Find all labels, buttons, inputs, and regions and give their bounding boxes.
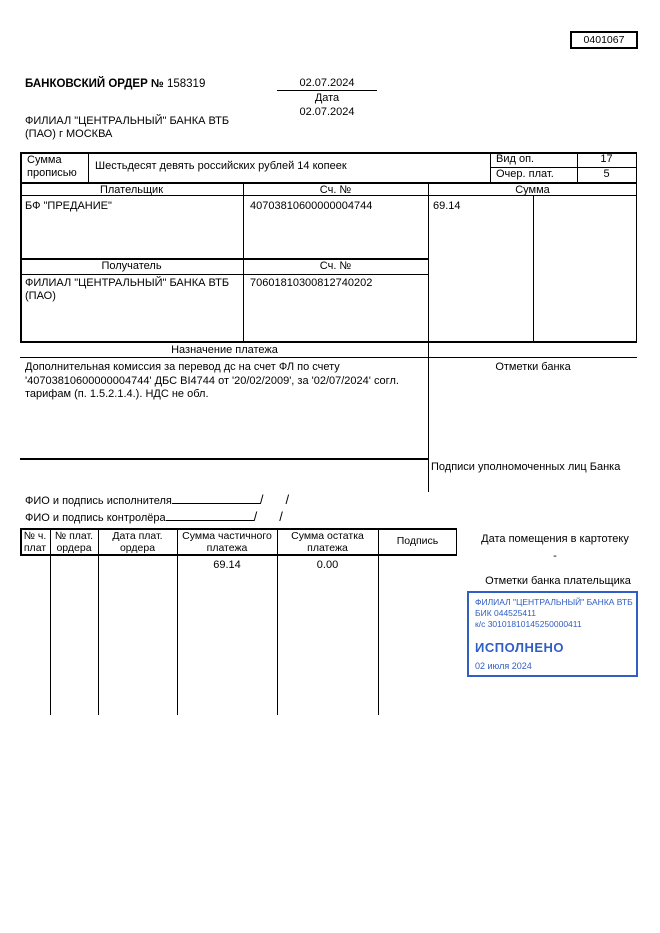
amount-words-value: Шестьдесят девять российских рублей 14 копеек [95,160,347,172]
purpose-text [25,361,425,402]
document-title-label: БАНКОВСКИЙ ОРДЕР № [25,78,164,90]
purpose-header: Назначение платежа [171,343,278,356]
controller-signature-row [25,508,283,524]
date-value: 02.07.2024 [299,106,355,118]
date-block [277,77,377,118]
executor-signature-label: ФИО и подпись исполнителя [25,495,172,507]
col-header-line: платежа [307,541,348,554]
receiver-name-line2: (ПАО) [25,290,56,302]
slash-mark: / [285,492,290,507]
border-line [20,152,637,154]
border-line [20,554,457,556]
branch-name-line2: (ПАО) г МОСКВА [25,128,113,140]
slash-mark: / [259,492,264,507]
col-header-rest-sum [277,531,378,554]
document-title [25,78,205,90]
document-number: 158319 [166,78,206,90]
payment-sum: 69.14 [433,200,461,212]
card-file-label: Дата помещения в картотеку [481,533,629,545]
border-line [98,528,99,715]
col-header-order-number [50,531,98,554]
receiver-name [25,277,229,303]
priority-label: Очер. плат. [496,168,554,180]
payer-name: БФ "ПРЕДАНИЕ" [25,200,112,212]
border-line [378,528,379,715]
rest-sum-value: 0.00 [316,559,339,571]
receiver-name-line1: ФИЛИАЛ "ЦЕНТРАЛЬНЫЙ" БАНКА ВТБ [25,277,230,289]
col-header-line: ордера [56,541,92,554]
branch-name-line1: ФИЛИАЛ "ЦЕНТРАЛЬНЫЙ" БАНКА ВТБ [25,115,230,127]
border-line [636,152,638,342]
controller-signature-line [166,508,254,521]
controller-signature-label: ФИО и подпись контролёра [25,512,166,524]
stamp-corr-account: к/с 30101810145250000411 [475,619,582,629]
form-code-box: 0401067 [570,31,638,49]
executor-signature-line [172,491,260,504]
border-line [88,152,89,182]
col-header-line: платежа [206,541,248,554]
receiver-header: Получатель [101,260,162,272]
bank-marks-label: Отметки банка [495,361,571,373]
purpose-text-line2: '40703810600000004744' ДБС BI4744 от '20/02/2009', за '02/07/2024' согл. [25,374,399,387]
payer-bank-marks-label: Отметки банка плательщика [485,575,631,587]
stamp-date: 02 июля 2024 [475,661,532,671]
payer-account-header: Сч. № [319,183,352,196]
border-line [177,528,178,715]
sum-header: Сумма [515,183,550,196]
col-header-line: Сумма частичного [182,530,272,542]
col-header-line: № ч. [23,530,47,542]
bank-execution-stamp [467,591,638,677]
border-line [533,195,534,341]
border-line [50,528,51,715]
col-header-line: Подпись [396,535,439,547]
border-line [277,528,278,715]
branch-name [25,115,229,141]
col-header-line: плат [23,541,47,554]
slash-mark: / [279,509,283,524]
col-header-line: ордера [119,541,156,554]
border-line [20,357,637,358]
border-line [20,458,429,460]
amount-words-label [27,154,77,180]
col-header-signature [378,536,457,548]
card-file-value: - [553,550,557,562]
amount-words-label-line1: Сумма [27,154,62,166]
purpose-text-line3: тарифам (п. 1.5.2.1.4.). НДС не обл. [25,388,209,400]
priority-value: 5 [603,168,610,180]
col-header-part-number [20,531,50,554]
date-top: 02.07.2024 [277,77,377,91]
executor-signature-row [25,491,289,507]
stamp-status: ИСПОЛНЕНО [475,640,565,655]
col-header-line: № плат. [54,530,94,542]
op-type-label: Вид оп. [496,153,535,165]
stamp-branch: ФИЛИАЛ "ЦЕНТРАЛЬНЫЙ" БАНКА ВТБ [475,597,633,607]
col-header-order-date [98,531,177,554]
amount-words-label-line2: прописью [27,167,77,179]
border-line [428,182,429,492]
col-header-partial-sum [177,531,277,554]
date-label: Дата [314,92,340,104]
stamp-bik: БИК 044525411 [475,608,536,618]
payer-header: Плательщик [99,183,164,196]
col-header-line: Дата плат. [112,530,163,542]
border-line [20,152,22,342]
slash-mark: / [253,509,258,524]
border-line [20,274,429,275]
border-line [490,152,491,182]
op-type-value: 17 [600,153,613,165]
payer-account: 40703810600000004744 [250,200,373,212]
receiver-account: 70601810300812740202 [250,277,373,289]
partial-sum-value: 69.14 [213,559,241,571]
bank-signatures-label: Подписи уполномоченных лиц Банка [431,461,621,473]
receiver-account-header: Сч. № [319,260,352,272]
col-header-line: Сумма остатка [291,530,364,542]
purpose-text-line1: Дополнительная комиссия за перевод дс на счет ФЛ по счету [25,361,340,373]
